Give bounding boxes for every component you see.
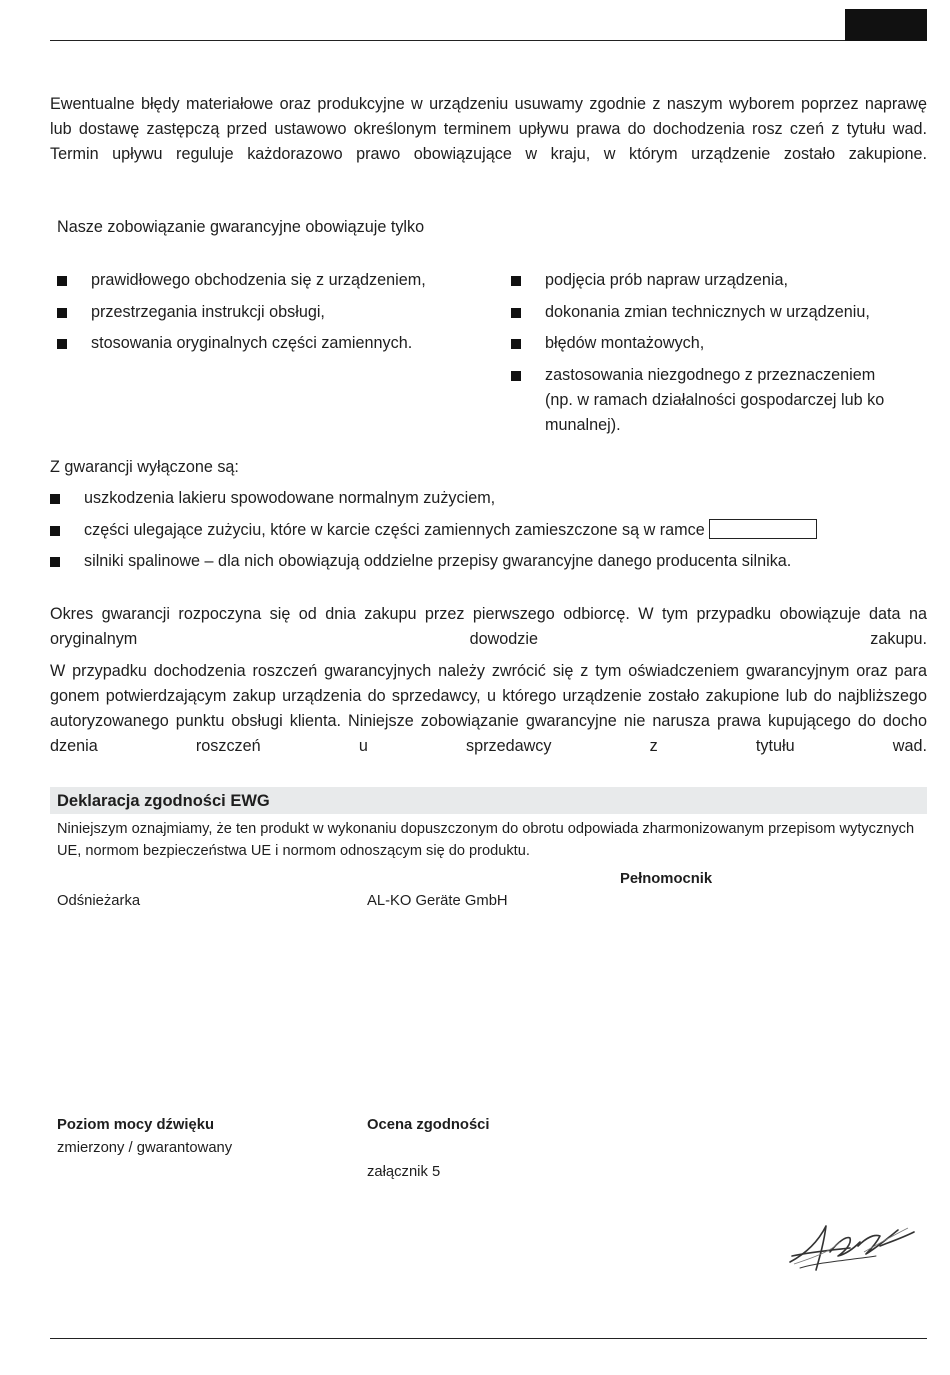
bullet-square-icon	[57, 308, 67, 318]
exclusions-list	[50, 486, 927, 581]
manufacturer-name: AL-KO Geräte GmbH	[367, 893, 508, 909]
conformity-label: Ocena zgodności	[367, 1117, 490, 1133]
list-item: podjęcia prób napraw urządzenia,	[511, 268, 911, 293]
warranty-claims: W przypadku dochodzenia roszczeń gwarancyjnych należy zwrócić się z tym oświadczeniem gwarancyjnym oraz para gonem potwierdzającym zakup urządzenia do sprzedawcy, u którego urządzenie zostało zakupione lub do najbliższego autoryzowanego punktu obsługi klienta. Niniejsze zobowiązanie gwarancyjne nie narusza prawa kupującego do docho dzenia roszczeń u sprzedawcy z tytułu wad.	[50, 662, 927, 755]
void-conditions-list	[511, 268, 911, 444]
list-item: stosowania oryginalnych części zamiennych.	[57, 331, 477, 356]
page-tab-marker	[845, 9, 927, 41]
list-item: prawidłowego obchodzenia się z urządzeniem,	[57, 268, 477, 293]
bullet-square-icon	[511, 308, 521, 318]
list-item: zastosowania niezgodnego z przeznaczeniem (np. w ramach działalności gospodarczej lub ko munalnej).	[511, 363, 905, 438]
warranty-period: Okres gwarancji rozpoczyna się od dnia zakupu przez pierwszego odbiorcę. W tym przypadku obowiązuje data na oryginalnym dowodzie zakupu.	[50, 605, 927, 648]
bullet-square-icon	[57, 276, 67, 286]
list-item: błędów montażowych,	[511, 331, 911, 356]
product-name: Odśnieżarka	[57, 893, 141, 909]
bullet-square-icon	[511, 371, 521, 381]
warranty-intro: Ewentualne błędy materiałowe oraz produkcyjne w urządzeniu usuwamy zgodnie z naszym wyborem poprzez naprawę lub dostawę zastępczą przed ustawowo określonym terminem upływu prawa do dochodzenia rosz czeń z tytułu wad. Termin upływu reguluje każdorazowo prawo obowiązujące w kraju, w którym urządzenie zostało zakupione.	[50, 95, 927, 163]
conformity-value: załącznik 5	[367, 1164, 441, 1180]
valid-conditions-list	[57, 268, 477, 363]
representative-label: Pełnomocnik	[620, 871, 713, 887]
frame-box-icon	[709, 519, 817, 539]
bullet-square-icon	[50, 526, 60, 536]
signature-icon	[780, 1212, 922, 1280]
list-item: uszkodzenia lakieru spowodowane normalnym zużyciem,	[50, 486, 927, 511]
footer-rule	[50, 1338, 927, 1339]
sound-power-label: Poziom mocy dźwięku	[57, 1117, 215, 1133]
list-item: dokonania zmian technicznych w urządzeniu,	[511, 300, 911, 325]
bullet-square-icon	[50, 557, 60, 567]
header-rule	[50, 40, 845, 41]
declaration-title: Deklaracja zgodności EWG	[57, 792, 270, 810]
bullet-square-icon	[50, 494, 60, 504]
exclusions-lead: Z gwarancji wyłączone są:	[50, 458, 239, 476]
declaration-text: Niniejszym oznajmiamy, że ten produkt w wykonaniu dopuszczonym do obrotu odpowiada zharmonizowanym przepisom wytycznych UE, normom bezpieczeństwa UE i normom odnoszącym się do produktu.	[57, 821, 915, 859]
bullet-square-icon	[511, 339, 521, 349]
conditions-lead: Nasze zobowiązanie gwarancyjne obowiązuje tylko	[57, 218, 425, 236]
list-item: silniki spalinowe – dla nich obowiązują oddzielne przepisy gwarancyjne danego producenta silnika.	[50, 549, 927, 574]
bullet-square-icon	[57, 339, 67, 349]
sound-power-sublabel: zmierzony / gwarantowany	[57, 1140, 233, 1156]
list-item: przestrzegania instrukcji obsługi,	[57, 300, 477, 325]
list-item: części ulegające zużyciu, które w karcie części zamiennych zamieszczone są w ramce	[50, 518, 927, 543]
bullet-square-icon	[511, 276, 521, 286]
